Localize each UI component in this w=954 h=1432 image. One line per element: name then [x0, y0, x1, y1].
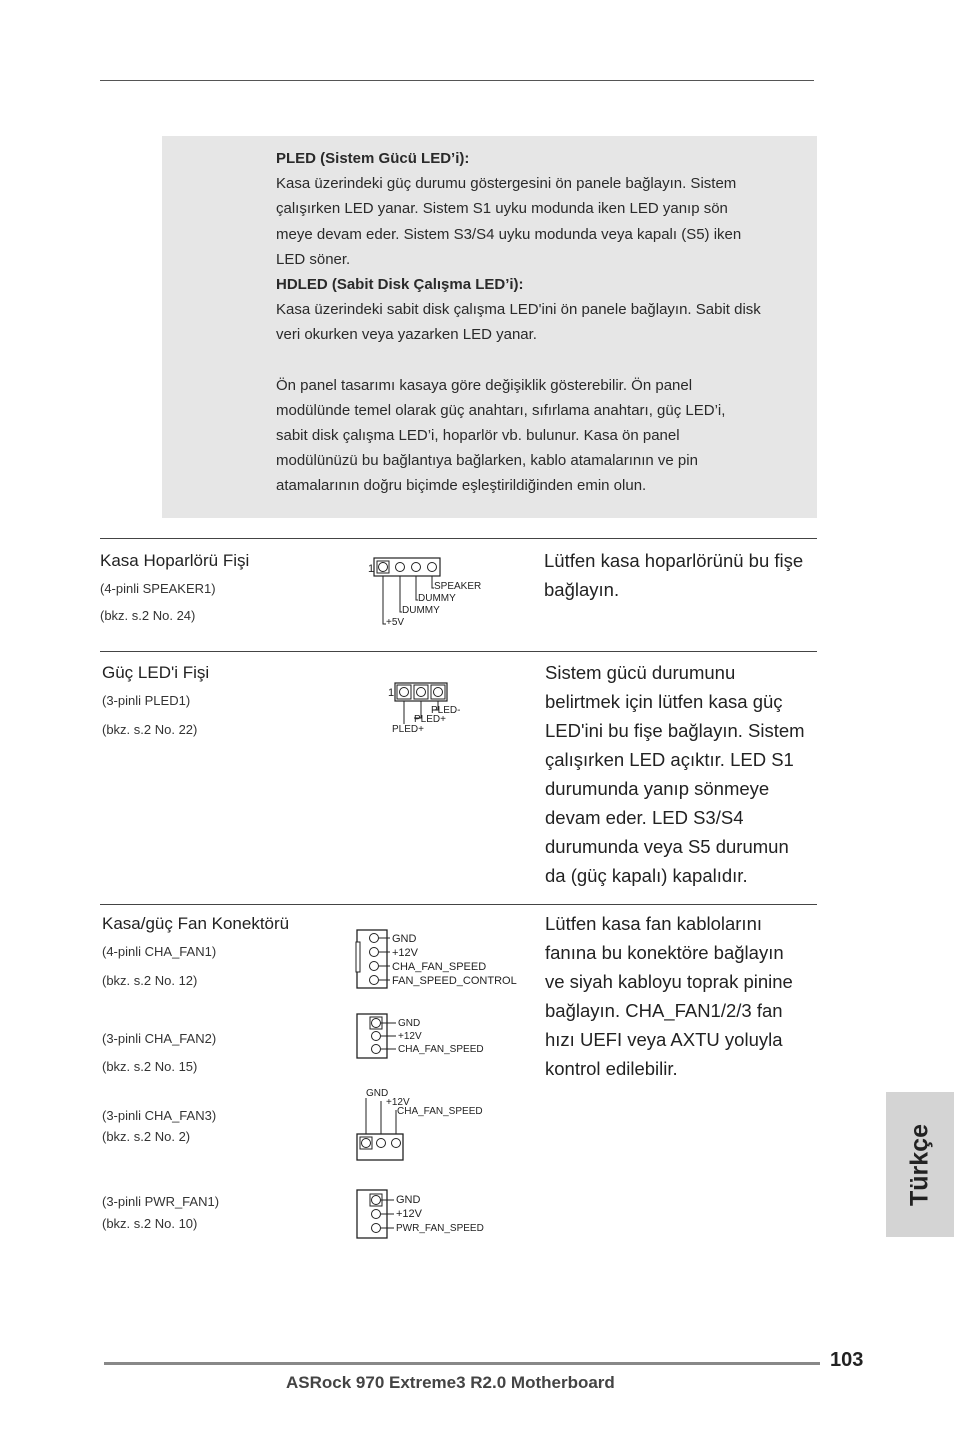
pin-label: CHA_FAN_SPEED: [392, 961, 487, 973]
pled-title: Güç LED'i Fişi: [102, 663, 210, 682]
pin-label: PLED-: [431, 705, 461, 716]
panel-line: modülünde temel olarak güç anahtarı, sıfırlama anahtarı, güç LED’i,: [276, 401, 726, 419]
pin-label: +12V: [396, 1208, 422, 1220]
pin-label: SPEAKER: [434, 581, 482, 592]
language-tab: [886, 1092, 954, 1237]
cha-fan3-ref: (bkz. s.2 No. 2): [102, 1129, 191, 1144]
header-outline: [357, 930, 387, 988]
pin-label: +12V: [386, 1097, 410, 1108]
pled-sub: (3-pinli PLED1): [102, 693, 191, 708]
cha-fan1-connector-diagram: [354, 928, 524, 992]
desc-line: LED'ini bu fişe bağlayın. Sistem: [545, 720, 805, 741]
desc-line: bağlayın.: [544, 579, 620, 600]
desc-line: Lütfen kasa hoparlörünü bu fişe: [544, 550, 804, 571]
pin-circle: [362, 1139, 371, 1148]
pin-label: DUMMY: [402, 605, 440, 616]
pin-circle: [392, 1139, 401, 1148]
speaker-connector-diagram: [364, 554, 484, 630]
hdled-line: Kasa üzerindeki sabit disk çalışma LED'ini ön panele bağlayın. Sabit disk: [276, 301, 761, 319]
desc-line: durumunda veya S5 durumun: [545, 836, 789, 857]
pin-label: GND: [398, 1018, 421, 1029]
pin-circle: [372, 1032, 381, 1041]
pin-circle: [428, 563, 437, 572]
pled-connector-diagram: [384, 680, 474, 736]
pin-circle: [370, 962, 379, 971]
pin-circle: [370, 976, 379, 985]
fan-description: [545, 909, 820, 1083]
pin-circle: [372, 1224, 381, 1233]
note-text: [276, 146, 821, 499]
pin-circle: [412, 563, 421, 572]
pin-label: FAN_SPEED_CONTROL: [392, 975, 517, 987]
pin-label: GND: [366, 1088, 389, 1099]
cha-fan3-connector-diagram: [354, 1084, 494, 1166]
cha-fan3-sub: (3-pinli CHA_FAN3): [102, 1108, 217, 1123]
pin1-label: 1: [388, 687, 395, 699]
pin-label: GND: [396, 1194, 421, 1206]
desc-line: Lütfen kasa fan kablolarını: [545, 913, 763, 934]
pin-circle: [379, 563, 388, 572]
section-rule: [100, 904, 817, 905]
pled-ref: (bkz. s.2 No. 22): [102, 722, 198, 737]
desc-line: çalışırken LED açıktır. LED S1: [545, 749, 794, 770]
pin-label: CHA_FAN_SPEED: [398, 1044, 484, 1055]
pin-circle: [372, 1045, 381, 1054]
pled-line: çalışırken LED yanar. Sistem S1 uyku modunda iken LED yanıp sön: [276, 200, 728, 218]
note-box: [162, 136, 817, 518]
panel-line: modülünüzü bu bağlantıya bağlarken, kablo atamalarının ve pin: [276, 452, 698, 470]
footer-product: ASRock 970 Extreme3 R2.0 Motherboard: [286, 1373, 615, 1392]
pin-label: +12V: [392, 947, 418, 959]
pin-circle: [372, 1210, 381, 1219]
pled-description: [545, 658, 820, 890]
pin-circle: [434, 688, 443, 697]
pin-label: DUMMY: [418, 593, 456, 604]
pled-line: LED söner.: [276, 250, 351, 268]
desc-line: da (güç kapalı) kapalıdır.: [545, 865, 748, 886]
pin-label: PLED+: [414, 714, 446, 725]
desc-line: ve siyah kabloyu toprak pinine: [545, 971, 793, 992]
pled-line: Kasa üzerindeki güç durumu göstergesini ön panele bağlayın. Sistem: [276, 175, 737, 193]
pin-label: +5V: [386, 617, 405, 628]
pin-label: CHA_FAN_SPEED: [397, 1106, 483, 1117]
speaker-description: [544, 546, 819, 604]
pin-label: GND: [392, 933, 417, 945]
pin-label: PWR_FAN_SPEED: [396, 1223, 484, 1234]
section-rule: [100, 538, 817, 539]
pin-circle: [370, 934, 379, 943]
header-key: [356, 942, 360, 972]
section-rule: [100, 651, 817, 652]
desc-line: devam eder. LED S3/S4: [545, 807, 744, 828]
speaker-title: Kasa Hoparlörü Fişi: [100, 551, 250, 570]
cha-fan2-ref: (bkz. s.2 No. 15): [102, 1059, 198, 1074]
fan-title: Kasa/güç Fan Konektörü: [102, 914, 290, 933]
pin-circle: [400, 688, 409, 697]
pin-circle: [370, 948, 379, 957]
desc-line: belirtmek için lütfen kasa güç: [545, 691, 783, 712]
cha-fan1-sub: (4-pinli CHA_FAN1): [102, 944, 217, 959]
cha-fan2-connector-diagram: [354, 1012, 504, 1062]
cha-fan1-ref: (bkz. s.2 No. 12): [102, 973, 198, 988]
pin-circle: [396, 563, 405, 572]
pin1-label: 1: [368, 563, 375, 575]
footer-rule: [104, 1362, 820, 1365]
desc-line: hızı UEFI veya AXTU yoluyla: [545, 1029, 783, 1050]
cha-fan2-sub: (3-pinli CHA_FAN2): [102, 1031, 217, 1046]
pin-circle: [377, 1139, 386, 1148]
panel-line: sabit disk çalışma LED’i, hoparlör vb. bulunur. Kasa ön panel: [276, 427, 680, 445]
pin-label: PLED+: [392, 724, 424, 735]
hdled-heading: HDLED (Sabit Disk Çalışma LED’i):: [276, 276, 524, 294]
desc-line: durumunda yanıp sönmeye: [545, 778, 770, 799]
desc-line: fanına bu konektöre bağlayın: [545, 942, 784, 963]
panel-line: atamalarının doğru biçimde eşleştirildiğinden emin olun.: [276, 477, 647, 495]
desc-line: bağlayın. CHA_FAN1/2/3 fan: [545, 1000, 783, 1021]
language-tab-label: Türkçe: [905, 1123, 934, 1206]
panel-line: Ön panel tasarımı kasaya göre değişiklik gösterebilir. Ön panel: [276, 376, 693, 394]
header-outline: [395, 683, 447, 701]
pwr-fan1-ref: (bkz. s.2 No. 10): [102, 1216, 198, 1231]
top-rule: [100, 80, 814, 81]
speaker-ref: (bkz. s.2 No. 24): [100, 608, 196, 623]
pin-circle: [372, 1019, 381, 1028]
pin-circle: [417, 688, 426, 697]
desc-line: kontrol edilebilir.: [545, 1058, 678, 1079]
pin-label: +12V: [398, 1031, 422, 1042]
pwr-fan1-sub: (3-pinli PWR_FAN1): [102, 1194, 220, 1209]
speaker-sub: (4-pinli SPEAKER1): [100, 581, 216, 596]
desc-line: Sistem gücü durumunu: [545, 662, 736, 683]
pin-circle: [372, 1196, 381, 1205]
hdled-line: veri okurken veya yazarken LED yanar.: [276, 326, 537, 344]
page-number: 103: [830, 1349, 864, 1371]
pwr-fan1-connector-diagram: [354, 1188, 504, 1242]
pled-heading: PLED (Sistem Gücü LED’i):: [276, 150, 470, 167]
paragraph-gap: [276, 348, 821, 373]
pled-line: meye devam eder. Sistem S3/S4 uyku modunda veya kapalı (S5) iken: [276, 225, 742, 243]
